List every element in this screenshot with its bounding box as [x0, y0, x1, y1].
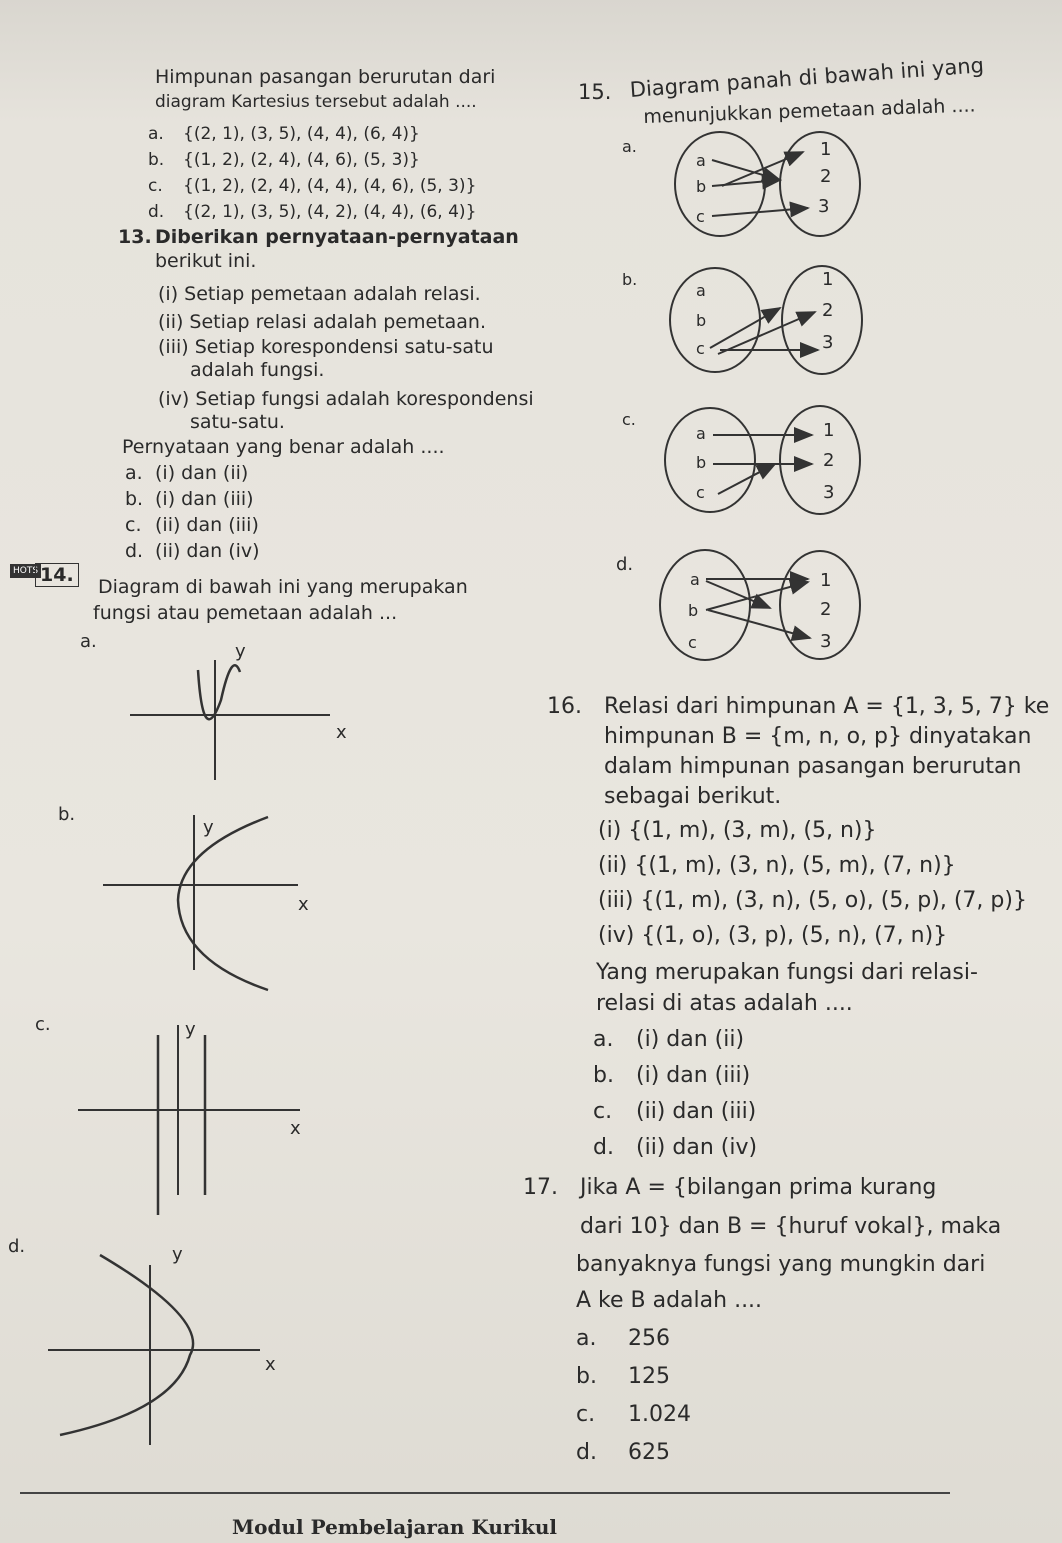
q13-option-a-letter: a.	[125, 462, 143, 484]
q13-option-a: (i) dan (ii)	[155, 462, 249, 484]
q15-diagram-d-domain-a: a	[690, 570, 700, 589]
q16-relation-ii: (ii) {(1, m), (3, n), (5, m), (7, n)}	[598, 853, 956, 878]
q15-diagram-c-domain-c: c	[696, 483, 705, 502]
q12-option-d-letter: d.	[148, 202, 165, 222]
q15-diagram-d-domain-c: c	[688, 633, 697, 652]
q15-diagram-a-domain-a: a	[696, 151, 706, 170]
q17-option-b-letter: b.	[576, 1364, 597, 1389]
q17-stem-line4: A ke B adalah ....	[576, 1288, 763, 1313]
q13-option-c-letter: c.	[125, 514, 142, 536]
q14-graph-c-letter: c.	[35, 1014, 51, 1035]
q17-stem-line1: Jika A = {bilangan prima kurang	[580, 1175, 937, 1200]
q14-graph-d-x-label: x	[265, 1354, 276, 1375]
q16-option-c-letter: c.	[593, 1099, 613, 1124]
q13-statement-ii: (ii) Setiap relasi adalah pemetaan.	[158, 311, 486, 333]
q15-diagram-c-domain-a: a	[696, 424, 706, 443]
q15-stem-line1: Diagram panah di bawah ini yang	[629, 53, 985, 102]
q15-diagram-b-codomain-2: 2	[822, 300, 834, 321]
q16-option-b: (i) dan (iii)	[636, 1063, 751, 1088]
q16-option-d-letter: d.	[593, 1135, 614, 1160]
q15-diagram-d-domain-b: b	[688, 601, 699, 620]
q14-stem-line2: fungsi atau pemetaan adalah ...	[93, 602, 398, 624]
q16-question-line1: Yang merupakan fungsi dari relasi-	[596, 960, 978, 985]
q17-option-d: 625	[628, 1440, 670, 1465]
q13-number: 13.	[118, 226, 152, 248]
q13-stem-line1: Diberikan pernyataan-pernyataan	[155, 226, 519, 248]
q12-option-b: {(1, 2), (2, 4), (4, 6), (5, 3)}	[183, 150, 420, 170]
q17-stem-line3: banyaknya fungsi yang mungkin dari	[576, 1252, 986, 1277]
q16-option-b-letter: b.	[593, 1063, 614, 1088]
q16-stem-line4: sebagai berikut.	[604, 784, 782, 809]
q13-option-c: (ii) dan (iii)	[155, 514, 259, 536]
q14-graph-d-curve	[60, 1255, 193, 1435]
q17-option-a-letter: a.	[576, 1326, 597, 1351]
q15-arrow-diagrams	[610, 130, 870, 670]
q17-option-c-letter: c.	[576, 1402, 596, 1427]
q15-diagram-a-codomain-2: 2	[820, 166, 832, 187]
q16-relation-iii: (iii) {(1, m), (3, n), (5, o), (5, p), (7, p)}	[598, 888, 1027, 913]
q16-number: 16.	[547, 694, 582, 719]
q14-graph-c-y-label: y	[185, 1019, 196, 1040]
q15-diagram-b-domain-b: b	[696, 311, 707, 330]
q15-diagram-b-domain-oval	[670, 268, 760, 372]
q17-option-c: 1.024	[628, 1402, 691, 1427]
q13-option-d-letter: d.	[125, 540, 144, 562]
q15-diagram-d-codomain-2: 2	[820, 599, 832, 620]
q15-diagram-b-codomain-3: 3	[822, 332, 834, 353]
q13-option-d: (ii) dan (iv)	[155, 540, 260, 562]
hots-badge: HOTS	[10, 564, 41, 578]
q13-stem-line2: berikut ini.	[155, 250, 257, 272]
q14-graph-a-y-label: y	[235, 641, 246, 662]
q14-graph-b-x-label: x	[298, 894, 309, 915]
q14-graph-c-x-label: x	[290, 1118, 301, 1139]
q14-graph-b-y-label: y	[203, 817, 214, 838]
q15-diagram-a-codomain-1: 1	[820, 139, 832, 160]
q16-relation-i: (i) {(1, m), (3, m), (5, n)}	[598, 818, 877, 843]
q16-option-a-letter: a.	[593, 1027, 614, 1052]
q15-diagram-c-codomain-2: 2	[823, 450, 835, 471]
q12-option-b-letter: b.	[148, 150, 165, 170]
q16-relation-iv: (iv) {(1, o), (3, p), (5, n), (7, n)}	[598, 923, 948, 948]
q15-diagram-d	[616, 550, 860, 660]
q16-option-c: (ii) dan (iii)	[636, 1099, 757, 1124]
footer-title: Modul Pembelajaran Kurikul	[232, 1515, 558, 1539]
q14-graph-a-letter: a.	[80, 631, 97, 652]
q15-diagram-b-domain-c: c	[696, 339, 705, 358]
q15-stem-line2: menunjukkan pemetaan adalah ....	[643, 94, 976, 128]
q15-diagram-a-domain-c: c	[696, 207, 705, 226]
q16-stem-line1: Relasi dari himpunan A = {1, 3, 5, 7} ke	[604, 694, 1050, 719]
q14-graph-a-x-label: x	[336, 722, 347, 743]
q15-diagram-c-domain-b: b	[696, 453, 707, 472]
q14-number: 14.	[35, 563, 79, 587]
q12-option-a: {(2, 1), (3, 5), (4, 4), (6, 4)}	[183, 124, 420, 144]
q16-question-line2: relasi di atas adalah ....	[596, 991, 853, 1016]
q16-option-a: (i) dan (ii)	[636, 1027, 745, 1052]
q14-graph-d-y-label: y	[172, 1244, 183, 1265]
q15-diagram-c-codomain-oval	[780, 406, 860, 514]
q16-stem-line2: himpunan B = {m, n, o, p} dinyatakan	[604, 724, 1032, 749]
q15-diagram-a-domain-b: b	[696, 177, 707, 196]
q14-graph-d-letter: d.	[8, 1236, 26, 1257]
q15-diagram-d-codomain-3: 3	[820, 631, 832, 652]
q15-diagram-c	[622, 406, 860, 514]
q17-stem-line2: dari 10} dan B = {huruf vokal}, maka	[580, 1214, 1002, 1239]
q13-statement-iii-cont: adalah fungsi.	[190, 359, 325, 381]
q12-stem-line2: diagram Kartesius tersebut adalah ....	[155, 92, 477, 112]
q15-diagram-a	[622, 132, 860, 236]
q17-number: 17.	[523, 1175, 558, 1200]
q13-statement-i: (i) Setiap pemetaan adalah relasi.	[158, 283, 481, 305]
q16-option-d: (ii) dan (iv)	[636, 1135, 758, 1160]
q12-option-c-letter: c.	[148, 176, 163, 196]
q14-graph-b-letter: b.	[58, 804, 76, 825]
q12-option-d: {(2, 1), (3, 5), (4, 2), (4, 4), (6, 4)}	[183, 202, 477, 222]
q17-option-a: 256	[628, 1326, 670, 1351]
q17-option-d-letter: d.	[576, 1440, 597, 1465]
q13-option-b-letter: b.	[125, 488, 144, 510]
q15-diagram-b-letter: b.	[622, 270, 638, 289]
q15-diagram-a-letter: a.	[622, 137, 637, 156]
q15-diagram-c-domain-oval	[665, 408, 755, 512]
q15-diagram-a-domain-oval	[675, 132, 765, 236]
q12-option-a-letter: a.	[148, 124, 164, 144]
q17-option-b: 125	[628, 1364, 670, 1389]
q15-diagram-d-domain-oval	[660, 550, 750, 660]
q14-graph-b-curve	[178, 817, 268, 990]
footer-rule	[20, 1492, 950, 1494]
q15-number: 15.	[578, 80, 612, 104]
q12-option-c: {(1, 2), (2, 4), (4, 4), (4, 6), (5, 3)}	[183, 176, 477, 196]
q13-option-b: (i) dan (iii)	[155, 488, 254, 510]
q15-diagram-c-codomain-1: 1	[823, 420, 835, 441]
q14-graphs	[0, 620, 520, 1540]
q15-diagram-c-codomain-3: 3	[823, 482, 835, 503]
q12-stem-line1: Himpunan pasangan berurutan dari	[155, 66, 496, 88]
q15-diagram-a-codomain-3: 3	[818, 196, 830, 217]
q13-statement-iv-cont: satu-satu.	[190, 411, 285, 433]
q15-diagram-d-codomain-1: 1	[820, 570, 832, 591]
q15-diagram-d-letter: d.	[616, 554, 634, 575]
q15-diagram-b-codomain-1: 1	[822, 269, 834, 290]
q14-stem-line1: Diagram di bawah ini yang merupakan	[98, 576, 468, 598]
q13-question: Pernyataan yang benar adalah ....	[122, 436, 445, 458]
q15-diagram-b	[622, 266, 862, 374]
q16-stem-line3: dalam himpunan pasangan berurutan	[604, 754, 1022, 779]
q13-statement-iv: (iv) Setiap fungsi adalah korespondensi	[158, 388, 534, 410]
q15-diagram-c-letter: c.	[622, 410, 636, 429]
q14-graph-a-curve	[198, 665, 240, 719]
q15-diagram-b-domain-a: a	[696, 281, 706, 300]
q13-statement-iii: (iii) Setiap korespondensi satu-satu	[158, 336, 494, 358]
